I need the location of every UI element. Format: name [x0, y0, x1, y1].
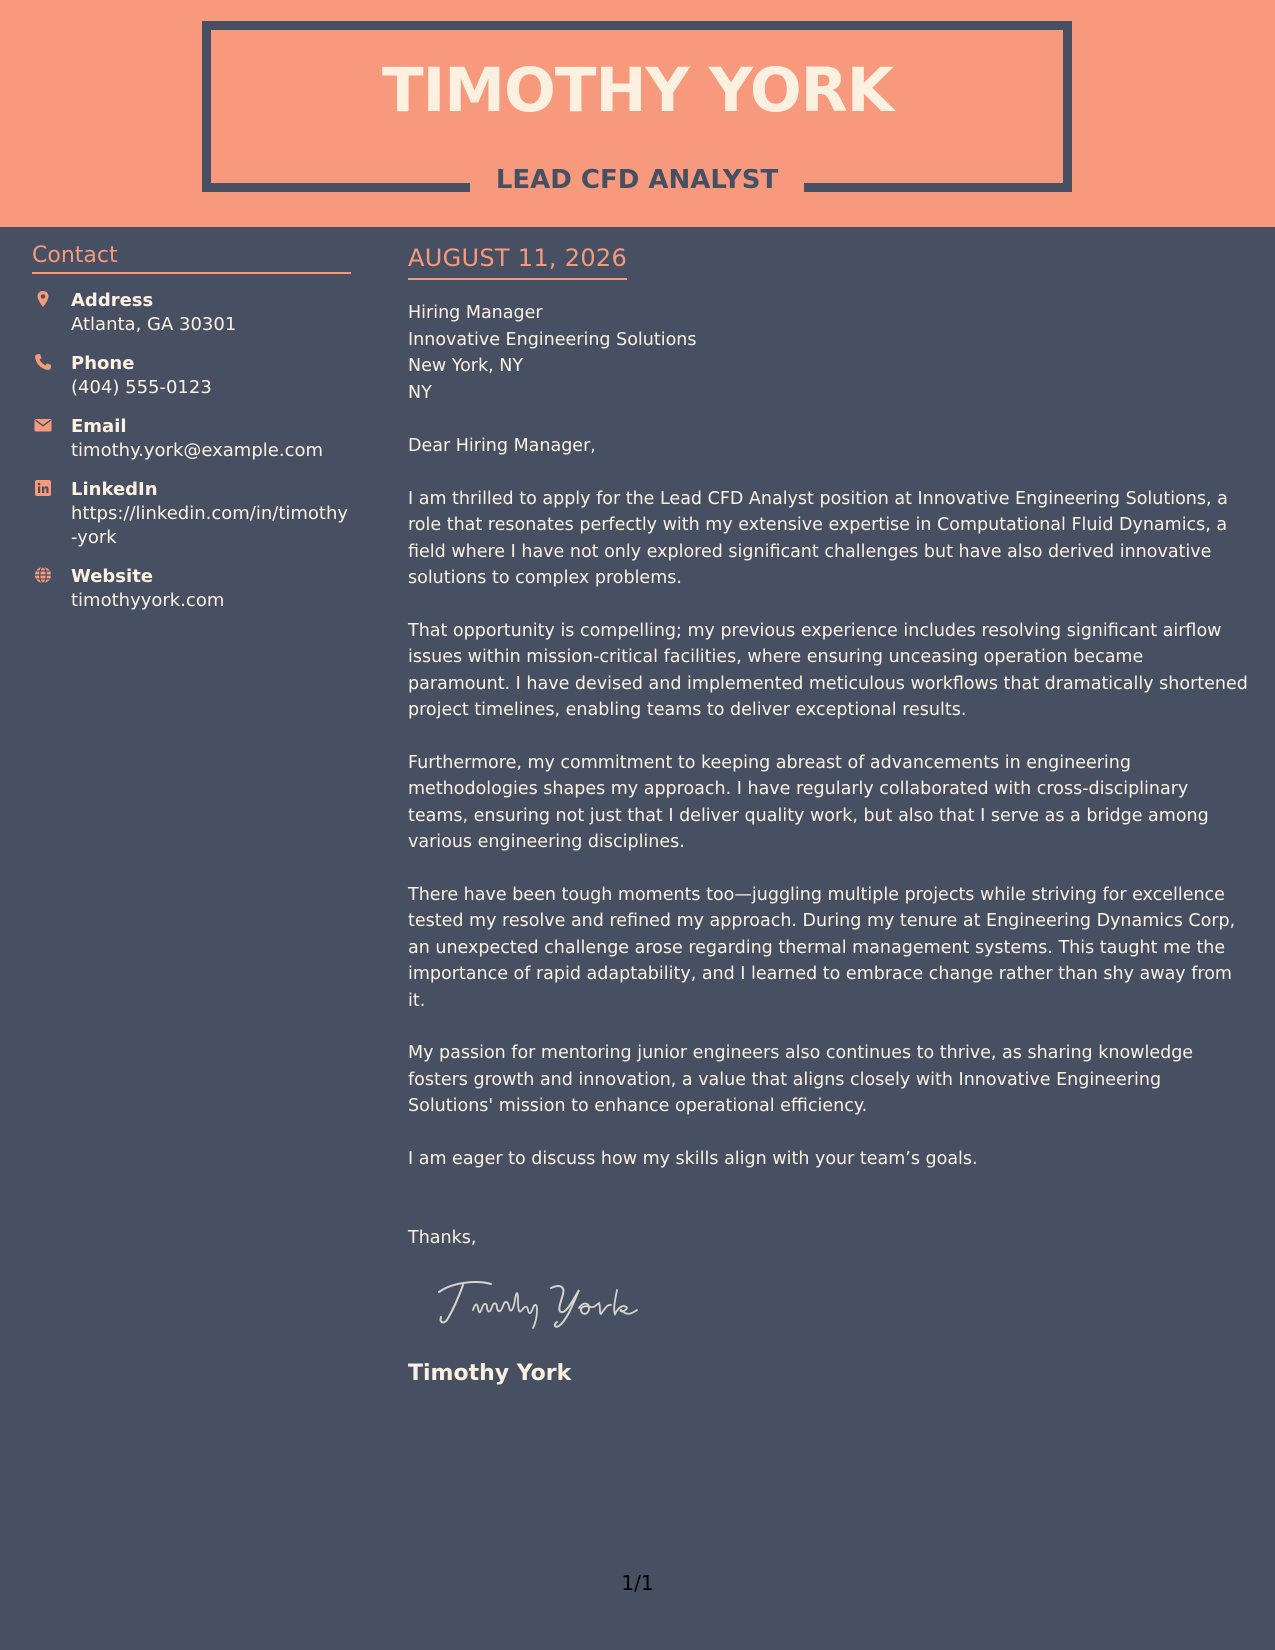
header-band — [0, 0, 1275, 227]
letter-body — [408, 242, 1250, 1388]
candidate-name: TIMOTHY YORK — [381, 55, 894, 126]
job-title: LEAD CFD ANALYST — [495, 165, 779, 195]
contact-value: https://linkedin.com/in/timothy-york — [71, 503, 349, 548]
contact-item-email — [32, 414, 351, 463]
contact-value: timothy.york@example.com — [71, 440, 324, 461]
letter-paragraph: That opportunity is compelling; my previous experience includes resolving significant airflow issues within mission-critical facilities, where ensuring unceasing operation became paramount. I have devised and implemented meticulous workflows that dramatically shortened project timelines, enabling teams to deliver exceptional results. — [408, 620, 1248, 720]
globe-icon — [34, 566, 52, 584]
contact-value: timothyyork.com — [71, 590, 225, 611]
contact-value: Atlanta, GA 30301 — [71, 314, 237, 335]
contact-label: LinkedIn — [71, 479, 158, 500]
page-number: 1/1 — [621, 1571, 654, 1595]
contact-item-linkedin — [32, 477, 351, 550]
signed-name: Timothy York — [408, 1361, 572, 1386]
envelope-icon — [34, 416, 52, 434]
contact-value: (404) 555-0123 — [71, 377, 212, 398]
letter-paragraph: I am eager to discuss how my skills align with your team’s goals. — [408, 1148, 978, 1169]
contact-label: Phone — [71, 353, 135, 374]
closing: Thanks, — [408, 1228, 477, 1248]
letter-paragraph: I am thrilled to apply for the Lead CFD Analyst position at Innovative Engineering Solutions, a role that resonates perfectly with my extensive expertise in Computational Fluid Dynamics, a field where I have not only explored significant challenges but have also derived innovative solutions to complex problems. — [408, 488, 1228, 588]
letter-date: AUGUST 11, 2026 — [408, 242, 627, 280]
recipient-line: New York, NY — [408, 356, 524, 376]
linkedin-icon — [34, 479, 52, 497]
signature-image — [433, 1270, 663, 1330]
letter-paragraph: There have been tough moments too—juggling multiple projects while striving for excellence tested my resolve and refined my approach. During my tenure at Engineering Dynamics Corp, an unexpected challenge arose regarding thermal management systems. This taught me the importance of rapid adaptability, and I learned to embrace change rather than shy away from it. — [408, 884, 1236, 1011]
letter-paragraph: Furthermore, my commitment to keeping abreast of advancements in engineering methodologies shapes my approach. I have regularly collaborated with cross-disciplinary teams, ensuring not just that I deliver quality work, but also that I serve as a bridge among various engineering disciplines. — [408, 752, 1209, 852]
recipient-line: NY — [408, 382, 432, 403]
contact-item-phone — [32, 351, 351, 400]
contact-label: Website — [71, 566, 154, 587]
contact-item-address — [32, 288, 351, 337]
contact-label: Email — [71, 416, 127, 437]
salutation: Dear Hiring Manager, — [408, 436, 596, 456]
map-pin-icon — [34, 290, 52, 308]
contact-heading: Contact — [32, 242, 351, 274]
contact-item-website — [32, 564, 351, 613]
recipient-line: Hiring Manager — [408, 303, 543, 323]
contact-sidebar — [32, 242, 351, 613]
letter-paragraph: My passion for mentoring junior engineers also continues to thrive, as sharing knowledge fosters growth and innovation, a value that aligns closely with Innovative Engineering Solutions' mission to enhance operational efficiency. — [408, 1043, 1194, 1116]
phone-icon — [34, 353, 52, 371]
contact-label: Address — [71, 290, 154, 311]
recipient-block — [408, 300, 1250, 406]
recipient-line: Innovative Engineering Solutions — [408, 329, 697, 350]
